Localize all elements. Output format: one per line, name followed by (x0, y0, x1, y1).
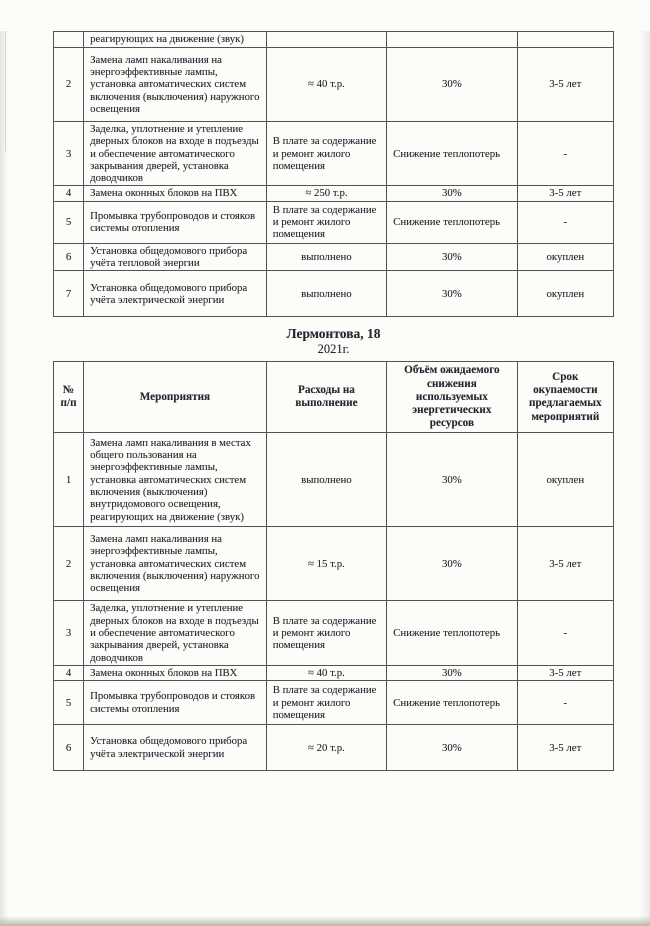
table-row (54, 122, 614, 186)
table-row (54, 527, 614, 601)
cell-row-number: 5 (54, 681, 84, 725)
cell-cost: ≈ 250 т.р. (266, 186, 386, 201)
cell-row-number: 6 (54, 725, 84, 771)
cell-cost: ≈ 20 т.р. (266, 725, 386, 771)
cell-reduction: 30% (387, 243, 517, 271)
cell-measure: Замена ламп накаливания на энергоэффективные лампы, установка автоматических систем включения (выключения) наружного освещения (84, 527, 267, 601)
col-header-num: № п/п (54, 362, 84, 433)
cell-row-number: 1 (54, 433, 84, 527)
cell-row-number: 2 (54, 527, 84, 601)
cell-reduction: 30% (387, 725, 517, 771)
cell-reduction: Снижение теплопотерь (387, 601, 517, 665)
cell-measure: Заделка, уплотнение и утепление дверных блоков на входе в подъезды и обеспечение автоматического закрывания дверей, установка доводчиков (84, 122, 267, 186)
cell-payback: 3-5 лет (517, 527, 613, 601)
cell-payback: окуплен (517, 433, 613, 527)
scan-right-edge-shadow (639, 31, 650, 926)
table-row (54, 725, 614, 771)
scanned-document-page (0, 31, 650, 926)
cell-payback: - (517, 122, 613, 186)
cell-row-number: 6 (54, 243, 84, 271)
table-header-row (54, 362, 614, 433)
col-header-payback: Срок окупаемости предлагаемых мероприятий (517, 362, 613, 433)
table-row (54, 433, 614, 527)
section-year: 2021г. (317, 342, 350, 357)
cell-cost: В плате за содержание и ремонт жилого помещения (266, 601, 386, 665)
cell-reduction: 30% (387, 433, 517, 527)
table-row (54, 48, 614, 122)
scan-left-edge-shadow (0, 31, 8, 926)
table-row (54, 243, 614, 271)
cell-reduction: 30% (387, 48, 517, 122)
section-address-title: Лермонтова, 18 (286, 326, 381, 342)
table-row (54, 32, 614, 48)
cell-cost: ≈ 40 т.р. (266, 48, 386, 122)
cell-row-number: 2 (54, 48, 84, 122)
cell-payback: - (517, 601, 613, 665)
cell-row-number: 7 (54, 271, 84, 317)
cell-measure: Установка общедомового прибора учёта электрической энергии (84, 271, 267, 317)
cell-measure: Замена оконных блоков на ПВХ (84, 665, 267, 680)
cell-cost: выполнено (266, 271, 386, 317)
table-row (54, 601, 614, 665)
cell-reduction: Снижение теплопотерь (387, 681, 517, 725)
table-row (54, 186, 614, 201)
col-header-cost: Расходы на выполнение (266, 362, 386, 433)
col-header-measure: Мероприятия (84, 362, 267, 433)
cell-cost: ≈ 40 т.р. (266, 665, 386, 680)
cell-cost: выполнено (266, 243, 386, 271)
cell-reduction: Снижение теплопотерь (387, 122, 517, 186)
cell-payback: - (517, 681, 613, 725)
cell-measure: Замена ламп накаливания в местах общего пользования на энергоэффективные лампы, установка автоматических систем включения (выключения) внутридомового освещения, реагирующих на движение (звук) (84, 433, 267, 527)
cell-cost: выполнено (266, 433, 386, 527)
cell-measure: Замена ламп накаливания на энергоэффективные лампы, установка автоматических систем включения (выключения) наружного освещения (84, 48, 267, 122)
cell-payback (517, 32, 613, 48)
cell-measure: Промывка трубопроводов и стояков системы отопления (84, 681, 267, 725)
energy-measures-table-continuation (53, 31, 614, 317)
cell-cost: В плате за содержание и ремонт жилого помещения (266, 122, 386, 186)
table-row (54, 665, 614, 680)
cell-measure: Установка общедомового прибора учёта тепловой энергии (84, 243, 267, 271)
cell-row-number: 3 (54, 601, 84, 665)
cell-payback: окуплен (517, 271, 613, 317)
cell-measure: Промывка трубопроводов и стояков системы отопления (84, 201, 267, 243)
cell-measure: Заделка, уплотнение и утепление дверных блоков на входе в подъезды и обеспечение автоматического закрывания дверей, установка доводчиков (84, 601, 267, 665)
cell-reduction: Снижение теплопотерь (387, 201, 517, 243)
col-header-reduction: Объём ожидаемого снижения используемых энергетических ресурсов (387, 362, 517, 433)
cell-reduction: 30% (387, 665, 517, 680)
table-row (54, 271, 614, 317)
cell-payback: 3-5 лет (517, 665, 613, 680)
cell-reduction (387, 32, 517, 48)
cell-cost: В плате за содержание и ремонт жилого помещения (266, 201, 386, 243)
cell-reduction: 30% (387, 186, 517, 201)
cell-measure: Замена оконных блоков на ПВХ (84, 186, 267, 201)
scan-crease-line (5, 31, 6, 151)
scan-bottom-edge-shadow (0, 916, 650, 926)
cell-cost (266, 32, 386, 48)
cell-payback: окуплен (517, 243, 613, 271)
cell-reduction: 30% (387, 527, 517, 601)
table-row (54, 201, 614, 243)
cell-payback: 3-5 лет (517, 186, 613, 201)
table-row (54, 681, 614, 725)
cell-reduction: 30% (387, 271, 517, 317)
cell-payback: 3-5 лет (517, 48, 613, 122)
cell-row-number: 4 (54, 186, 84, 201)
energy-measures-table-2021 (53, 361, 614, 771)
cell-measure: Установка общедомового прибора учёта электрической энергии (84, 725, 267, 771)
cell-cost: В плате за содержание и ремонт жилого помещения (266, 681, 386, 725)
cell-payback: - (517, 201, 613, 243)
cell-row-number: 3 (54, 122, 84, 186)
cell-cost: ≈ 15 т.р. (266, 527, 386, 601)
cell-row-number: 4 (54, 665, 84, 680)
cell-payback: 3-5 лет (517, 725, 613, 771)
cell-row-number: 5 (54, 201, 84, 243)
cell-measure: реагирующих на движение (звук) (84, 32, 267, 48)
cell-row-number (54, 32, 84, 48)
